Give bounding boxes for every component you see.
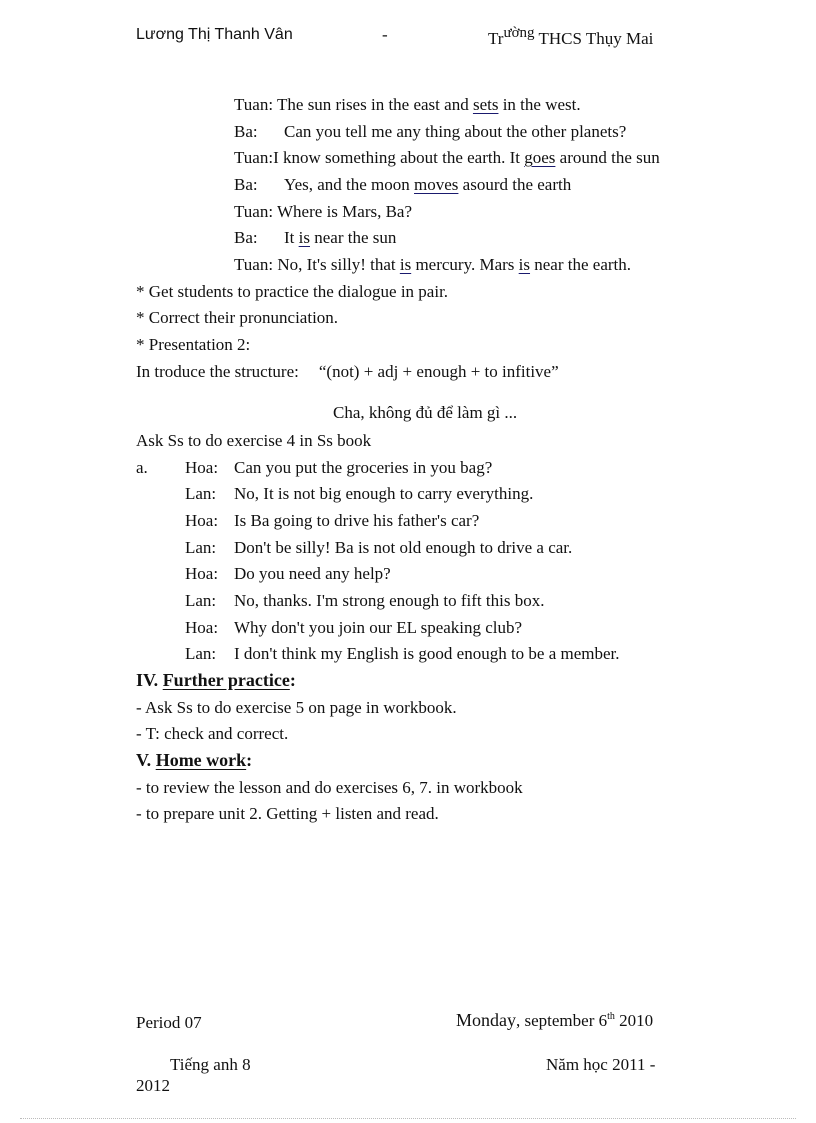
line-text: I know something about the earth. It [273,148,525,167]
section-title: Home work [155,750,247,770]
line-text: It [284,228,299,247]
footer-date-year: 2010 [614,1011,654,1030]
further-line-1: - Ask Ss to do exercise 5 on page in workbook. [136,698,457,717]
line-text: The sun rises in the east and [277,95,473,114]
header-school-part-c: THCS Thụy Mai [534,29,654,48]
header-school-part-b: ường [503,25,535,41]
line-text: near the earth. [530,255,632,274]
speaker: Hoa: [185,618,219,637]
line-text: Is Ba going to drive his father's car? [234,511,480,530]
footer-date-text: , september 6 [516,1011,608,1030]
section-title: Further practice [162,670,290,690]
speaker: Lan: [185,644,217,663]
line-text: Can you tell me any thing about the other planets? [284,122,627,141]
line-text: Yes, and the moon [284,175,415,194]
speaker: Lan: [185,484,217,503]
footer-date [456,1011,653,1029]
dialogue-line [234,149,660,166]
structure-line [136,363,559,380]
footer-subject: Tiếng anh 8 [170,1055,251,1074]
header-author: Lương Thị Thanh Vân [136,26,293,43]
dialogue-line [185,512,479,529]
structure-meaning: Cha, không đủ để làm gì ... [333,403,518,422]
line-text: No, thanks. I'm strong enough to fift this box. [234,591,545,610]
homework-line-2: - to prepare unit 2. Getting + listen and read. [136,804,439,823]
section-number: IV. [136,670,163,690]
line-text: mercury. Mars [411,255,519,274]
note-presentation: * Presentation 2: [136,335,251,354]
underlined-word: goes [524,148,556,167]
speaker: Ba: [234,228,258,247]
dialogue-line [185,619,522,636]
line-text: No, It is not big enough to carry everything. [234,484,534,503]
note-practice: * Get students to practice the dialogue in pair. [136,282,449,301]
speaker: Lan: [185,591,217,610]
header-school-part-a: Tr [488,29,504,48]
line-text: Can you put the groceries in you bag? [234,458,493,477]
section-number: V. [136,750,156,770]
line-text: Where is Mars, Ba? [277,202,413,221]
footer-school-year-end: 2012 [136,1076,170,1095]
exercise-instruction: Ask Ss to do exercise 4 in Ss book [136,431,372,450]
dialogue-line [185,645,620,662]
line-text: No, It's silly! that [277,255,400,274]
underlined-word: is [298,228,310,247]
line-text: near the sun [309,228,397,247]
header-school [488,25,654,48]
note-correct: * Correct their pronunciation. [136,308,339,327]
structure-label: In troduce the structure: [136,362,299,381]
speaker: Tuan: [234,95,274,114]
dialogue-line [185,565,391,582]
section-colon: : [246,750,253,770]
dialogue-line [234,96,581,113]
dialogue-line [234,256,631,273]
dialogue-line [234,229,396,246]
header-dash: - [382,25,388,44]
dialogue-line [234,176,571,193]
footer-date-suffix: th [607,1011,615,1022]
item-label: a. [136,458,148,477]
speaker: Tuan: [234,202,274,221]
line-text: I don't think my English is good enough to be a member. [234,644,620,663]
speaker: Hoa: [185,458,219,477]
speaker: Hoa: [185,564,219,583]
footer-period: Period 07 [136,1013,202,1032]
speaker: Ba: [234,122,258,141]
underlined-word: is [518,255,531,274]
section-colon: : [289,670,296,690]
dialogue-line [234,203,412,220]
speaker: Tuan: [234,255,274,274]
speaker: Ba: [234,175,258,194]
line-text: asourd the earth [458,175,572,194]
structure-formula: “(not) + adj + enough + to infitive” [318,362,559,381]
section-further-heading [136,671,296,689]
line-text: Do you need any help? [234,564,391,583]
dialogue-line [234,123,626,140]
line-text: Why don't you join our EL speaking club? [234,618,523,637]
footer-day: Monday [456,1010,516,1030]
section-homework-heading [136,751,252,769]
footer-school-year: Năm học 2011 - [546,1055,656,1074]
underlined-word: is [399,255,412,274]
line-text: in the west. [498,95,581,114]
dialogue-line [185,485,533,502]
homework-line-1: - to review the lesson and do exercises 6, 7. in workbook [136,778,523,797]
speaker: Hoa: [185,511,219,530]
speaker: Lan: [185,538,217,557]
dialogue-line [185,459,492,476]
underlined-word: sets [472,95,499,114]
line-text: Don't be silly! Ba is not old enough to drive a car. [234,538,573,557]
dialogue-line [185,539,572,556]
speaker: Tuan: [234,148,274,167]
line-text: around the sun [555,148,660,167]
dialogue-line [185,592,544,609]
further-line-2: - T: check and correct. [136,724,289,743]
page-bottom-rule [20,1118,796,1119]
underlined-word: moves [414,175,459,194]
